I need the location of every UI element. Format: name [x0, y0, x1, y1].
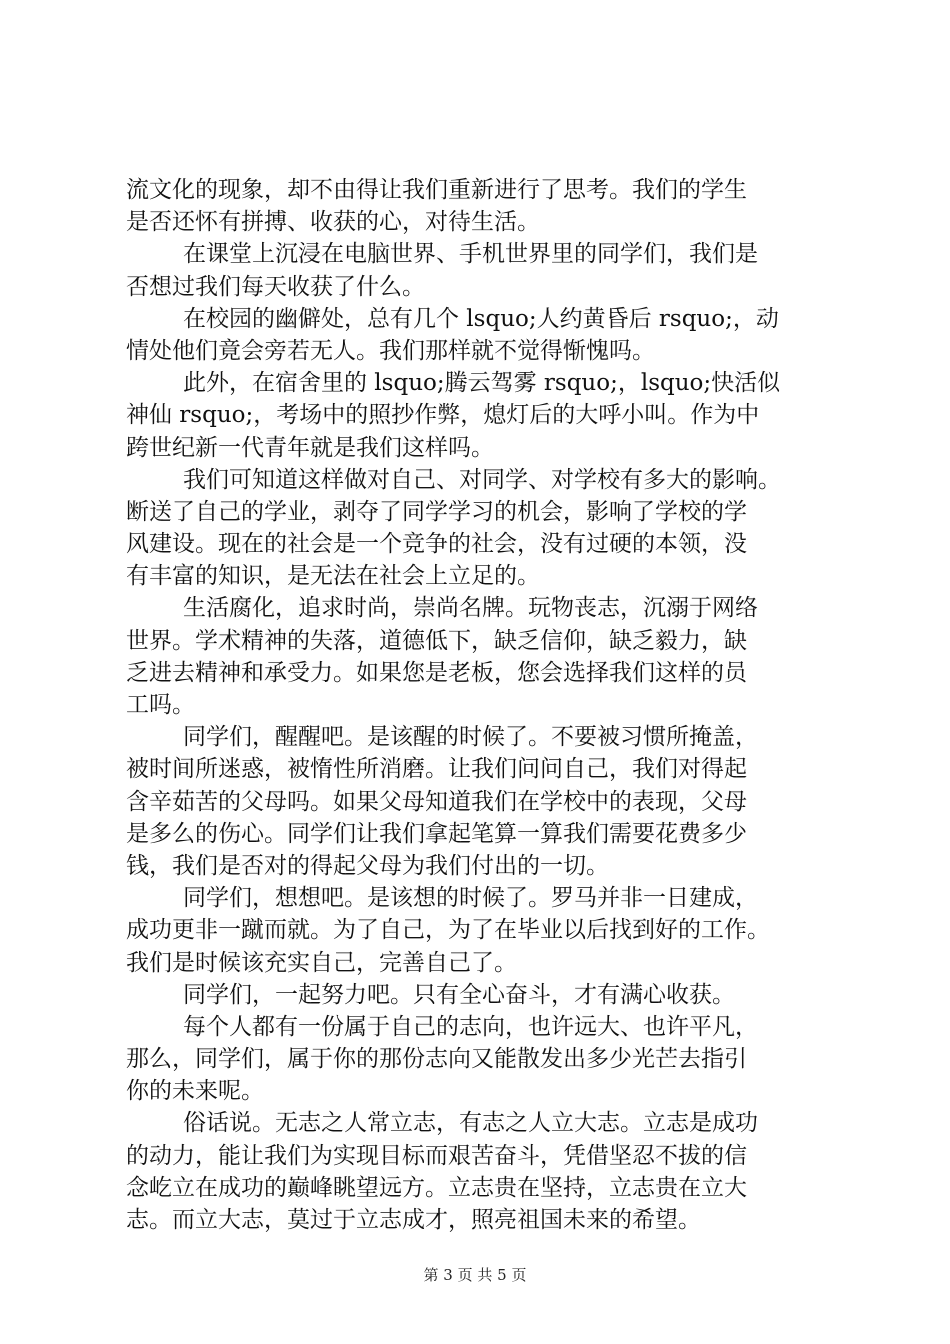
text-line: 志。而立大志，莫过于立志成才，照亮祖国未来的希望。: [126, 1207, 701, 1233]
text-line: 的动力，能让我们为实现目标而艰苦奋斗，凭借坚忍不拔的信: [126, 1142, 747, 1169]
text-line: 每个人都有一份属于自己的志向，也许远大、也许平凡，: [183, 1013, 758, 1040]
text-line: 是多么的伤心。同学们让我们拿起笔算一算我们需要花费多少: [126, 820, 747, 847]
text-line: 那么，同学们，属于你的那份志向又能散发出多少光芒去指引: [126, 1046, 747, 1073]
text-line: 在校园的幽僻处，总有几个 lsquo;人约黄昏后 rsquo;，动: [183, 305, 779, 332]
text-line: 断送了自己的学业，剥夺了同学学习的机会，影响了学校的学: [126, 498, 747, 525]
text-line: 钱，我们是否对的得起父母为我们付出的一切。: [126, 852, 609, 879]
text-line: 俗话说。无志之人常立志，有志之人立大志。立志是成功: [183, 1110, 758, 1137]
text-line: 乏进去精神和承受力。如果您是老板，您会选择我们这样的员: [126, 659, 747, 686]
text-line: 神仙 rsquo;，考场中的照抄作弊，熄灯后的大呼小叫。作为中: [126, 402, 760, 429]
text-line: 风建设。现在的社会是一个竞争的社会，没有过硬的本领，没: [126, 531, 747, 558]
text-line: 在课堂上沉浸在电脑世界、手机世界里的同学们，我们是: [183, 241, 758, 268]
text-line: 念屹立在成功的巅峰眺望远方。立志贵在坚持，立志贵在立大: [126, 1174, 747, 1201]
text-line: 被时间所迷惑，被惰性所消磨。让我们问问自己，我们对得起: [126, 756, 747, 783]
text-line: 同学们，醒醒吧。是该醒的时候了。不要被习惯所掩盖，: [183, 724, 758, 751]
text-line: 流文化的现象，却不由得让我们重新进行了思考。我们的学生: [126, 177, 747, 203]
text-line: 否想过我们每天收获了什么。: [126, 273, 425, 300]
text-line: 跨世纪新一代青年就是我们这样吗。: [126, 434, 494, 461]
text-line: 我们是时候该充实自己，完善自己了。: [126, 949, 517, 976]
text-line: 你的未来呢。: [126, 1078, 264, 1105]
text-line: 生活腐化，追求时尚，崇尚名牌。玩物丧志，沉溺于网络: [183, 595, 758, 622]
text-line: 成功更非一蹴而就。为了自己，为了在毕业以后找到好的工作。: [126, 917, 770, 944]
text-line: 同学们，一起努力吧。只有全心奋斗，才有满心收获。: [183, 981, 735, 1008]
text-line: 同学们，想想吧。是该想的时候了。罗马并非一日建成，: [183, 885, 758, 912]
text-line: 含辛茹苦的父母吗。如果父母知道我们在学校中的表现，父母: [126, 788, 747, 815]
text-line: 我们可知道这样做对自己、对同学、对学校有多大的影响。: [183, 466, 781, 493]
page-footer: 第 3 页 共 5 页: [423, 1266, 527, 1284]
text-line: 情处他们竟会旁若无人。我们那样就不觉得惭愧吗。: [126, 337, 655, 364]
text-line: 是否还怀有拼搏、收获的心，对待生活。: [126, 209, 540, 236]
text-line: 此外，在宿舍里的 lsquo;腾云驾雾 rsquo;，lsquo;快活似: [183, 370, 781, 397]
text-line: 世界。学术精神的失落，道德低下，缺乏信仰，缺乏毅力，缺: [126, 627, 747, 654]
body-text: [126, 174, 838, 1236]
text-line: 有丰富的知识，是无法在社会上立足的。: [126, 563, 540, 590]
text-line: 工吗。: [126, 692, 195, 718]
